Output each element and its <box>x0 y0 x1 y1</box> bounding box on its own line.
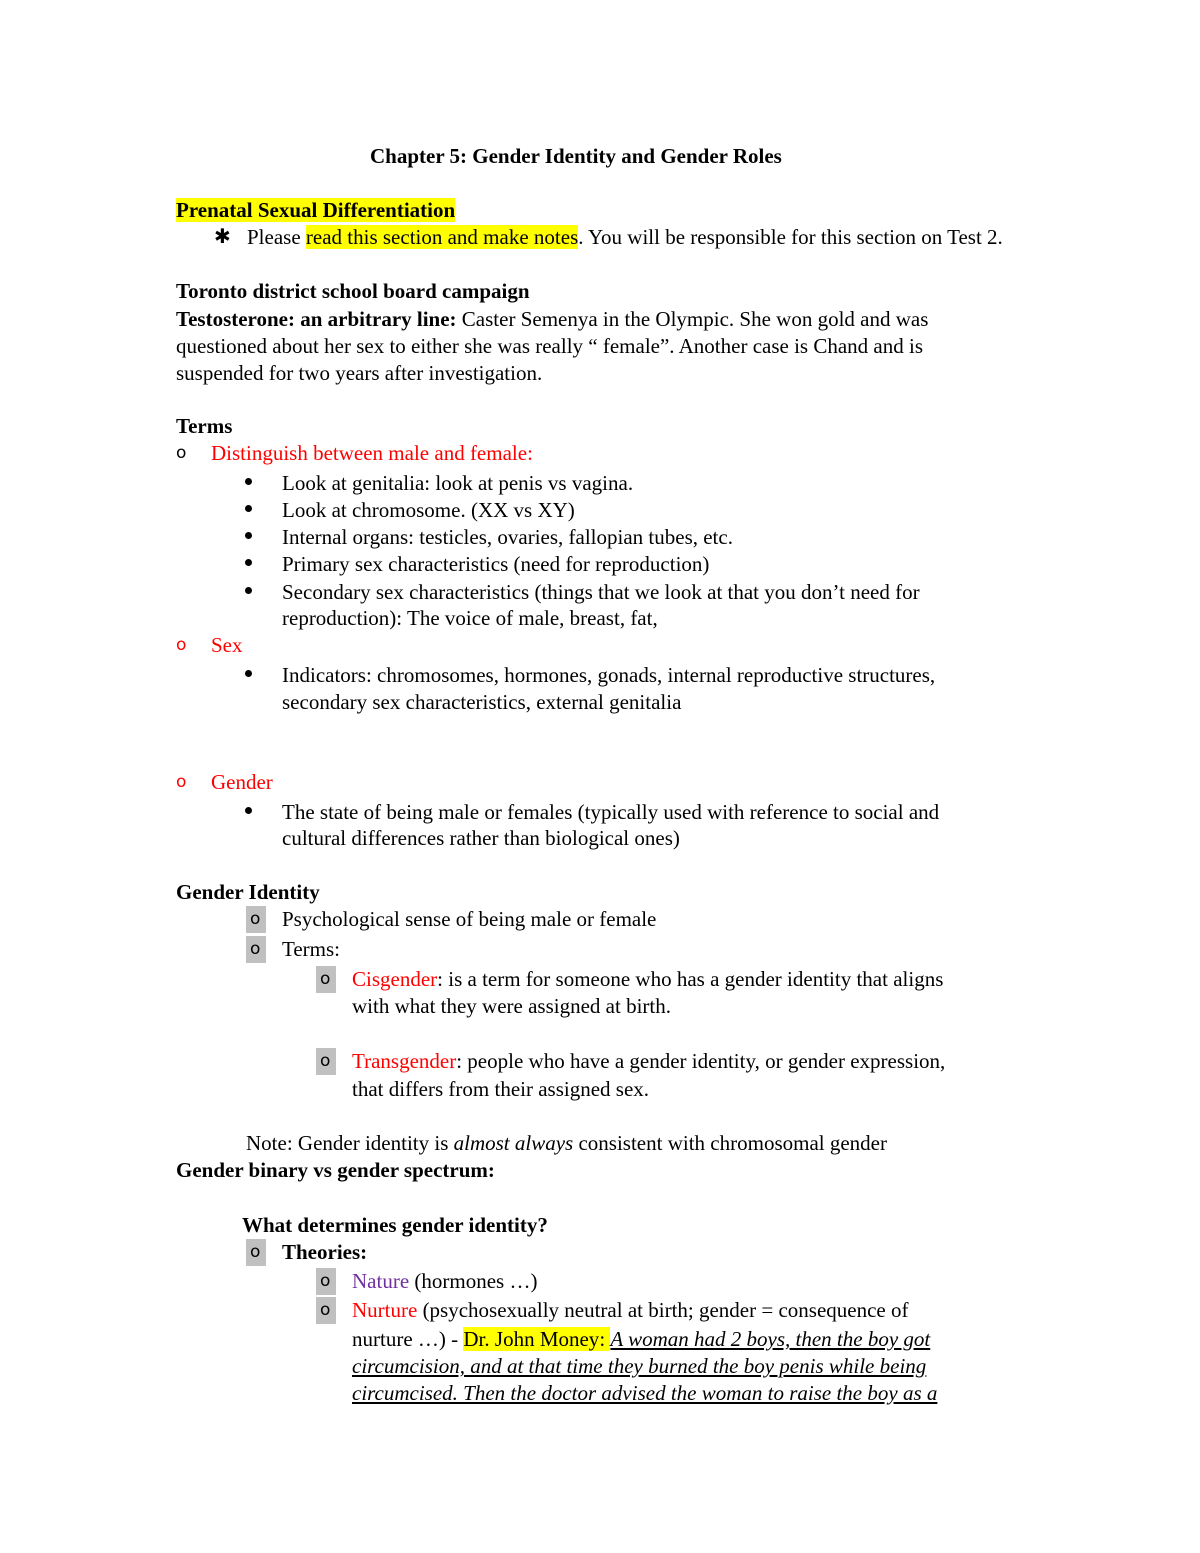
bullet-dot-icon <box>245 807 252 814</box>
terms-item-4: Primary sex characteristics (need for reproduction) <box>282 552 710 576</box>
theories-label: Theories: <box>282 1240 368 1264</box>
open-circle-bullet-icon: o <box>176 772 187 792</box>
bullet-dot-icon <box>245 587 252 594</box>
determines-heading: What determines gender identity? <box>242 1213 548 1237</box>
bullet-dot-icon <box>245 559 252 566</box>
prenatal-heading: Prenatal Sexual Differentiation <box>176 198 456 222</box>
note-line: Note: Gender identity is almost always consistent with chromosomal gender <box>246 1131 887 1155</box>
testosterone-line-1: Testosterone: an arbitrary line: Caster Semenya in the Olympic. She won gold and was <box>176 307 929 331</box>
star-bullet-icon: ✱ <box>214 226 231 248</box>
bullet-dot-icon <box>245 670 252 677</box>
sex-line-1: Indicators: chromosomes, hormones, gonads, internal reproductive structures, <box>282 663 936 687</box>
terms-item-5: Secondary sex characteristics (things that we look at that you don’t need for <box>282 580 920 604</box>
terms-item-5-cont: reproduction): The voice of male, breast, fat, <box>282 606 658 630</box>
prenatal-bullet: Please read this section and make notes. You will be responsible for this section on Test 2. <box>247 225 1003 249</box>
gender-line-1: The state of being male or females (typically used with reference to social and <box>282 800 940 824</box>
transgender-line-1: Transgender: people who have a gender identity, or gender expression, <box>352 1049 946 1073</box>
bullet-dot-icon <box>245 532 252 539</box>
nurture-line-1: Nurture (psychosexually neutral at birth; gender = consequence of <box>352 1298 909 1322</box>
page-title: Chapter 5: Gender Identity and Gender Roles <box>370 144 782 168</box>
bullet-dot-icon <box>245 478 252 485</box>
distinguish-label: Distinguish between male and female: <box>211 441 533 465</box>
story-line-2: circumcision, and at that time they burned the boy penis while being <box>352 1354 927 1378</box>
gender-label: Gender <box>211 770 273 794</box>
open-circle-bullet-icon: o <box>176 443 187 463</box>
bullet-dot-icon <box>245 505 252 512</box>
nurture-line-2: nurture …) - Dr. John Money: A woman had 2 boys, then the boy got <box>352 1327 931 1351</box>
nature-line: Nature (hormones …) <box>352 1269 538 1293</box>
open-circle-bullet-icon: o <box>316 1297 336 1324</box>
cisgender-line-2: with what they were assigned at birth. <box>352 994 671 1018</box>
testosterone-line-3: suspended for two years after investigation. <box>176 361 543 385</box>
open-circle-bullet-icon: o <box>316 966 336 993</box>
open-circle-bullet-icon: o <box>316 1048 336 1075</box>
sex-label: Sex <box>211 633 243 657</box>
binary-heading: Gender binary vs gender spectrum: <box>176 1158 495 1182</box>
open-circle-bullet-icon: o <box>246 906 266 933</box>
toronto-heading: Toronto district school board campaign <box>176 279 530 303</box>
open-circle-bullet-icon: o <box>246 1239 266 1266</box>
story-line-3: circumcised. Then the doctor advised the woman to raise the boy as a <box>352 1381 938 1405</box>
terms-heading: Terms <box>176 414 233 438</box>
testosterone-line-2: questioned about her sex to either she was really “ female”. Another case is Chand and is <box>176 334 924 358</box>
terms-item-3: Internal organs: testicles, ovaries, fallopian tubes, etc. <box>282 525 733 549</box>
identity-item-1: Psychological sense of being male or female <box>282 907 657 931</box>
identity-item-2: Terms: <box>282 937 341 961</box>
open-circle-bullet-icon: o <box>176 635 187 655</box>
sex-line-2: secondary sex characteristics, external genitalia <box>282 690 682 714</box>
cisgender-line-1: Cisgender: is a term for someone who has a gender identity that aligns <box>352 967 944 991</box>
open-circle-bullet-icon: o <box>246 936 266 963</box>
terms-item-2: Look at chromosome. (XX vs XY) <box>282 498 575 522</box>
transgender-line-2: that differs from their assigned sex. <box>352 1077 650 1101</box>
open-circle-bullet-icon: o <box>316 1268 336 1295</box>
gender-line-2: cultural differences rather than biological ones) <box>282 826 680 850</box>
terms-item-1: Look at genitalia: look at penis vs vagina. <box>282 471 634 495</box>
identity-heading: Gender Identity <box>176 880 320 904</box>
